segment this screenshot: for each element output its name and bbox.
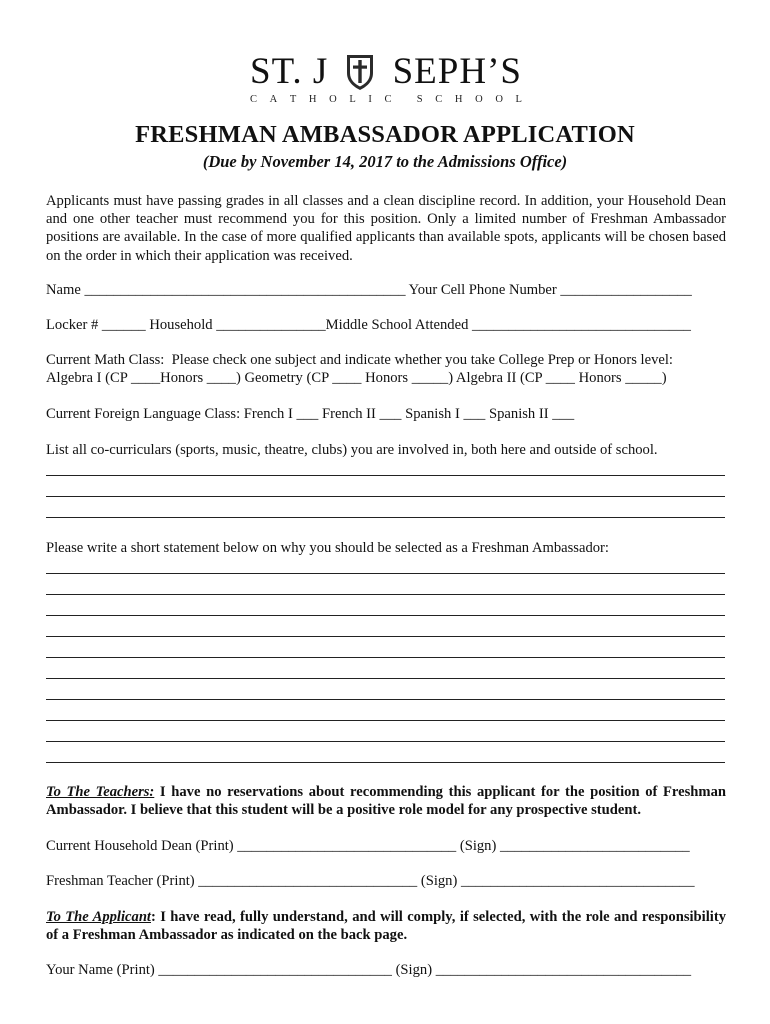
logo-letter: L xyxy=(515,94,522,105)
freshman-teacher-signature-field[interactable]: Freshman Teacher (Print) ______________________________ (Sign) ________________________________ xyxy=(46,873,695,889)
intro-paragraph: Applicants must have passing grades in all classes and a clean discipline record. In addition, your Household Dean and one other teacher must recommend you for this position. Only a limited number of Freshman Ambassador positions are available. In the case of more qualified applicants than available spots, applicants will be chosen based on the order in which their application was received. xyxy=(46,193,726,264)
statement-answer-line[interactable] xyxy=(46,762,725,763)
logo-letter: L xyxy=(349,94,356,105)
statement-answer-line[interactable] xyxy=(46,678,725,679)
logo-letter: I xyxy=(368,94,372,105)
teachers-statement: I have no reservations about recommending this applicant for the position of Freshman Ambassador. I believe that this student will be a positive role model for any prospective student. xyxy=(46,784,726,819)
logo-name-right: SEPH’S xyxy=(392,51,522,92)
name-phone-field[interactable]: Name ____________________________________________ Your Cell Phone Number __________________ xyxy=(46,282,692,298)
applicant-label: To The Applicant xyxy=(46,909,151,925)
statement-prompt: Please write a short statement below on why you should be selected as a Freshman Ambassador: xyxy=(46,540,609,556)
statement-answer-line[interactable] xyxy=(46,636,725,637)
locker-household-field[interactable]: Locker # ______ Household _______________Middle School Attended ______________________________ xyxy=(46,317,691,333)
logo-letter: C xyxy=(384,94,392,105)
statement-answer-line[interactable] xyxy=(46,741,725,742)
teachers-recommendation xyxy=(46,783,726,819)
cocurricular-prompt: List all co-curriculars (sports, music, theatre, clubs) you are involved in, both here and outside of school. xyxy=(46,442,658,458)
applicant-signature-field[interactable]: Your Name (Print) ________________________________ (Sign) ___________________________________ xyxy=(46,962,692,978)
household-dean-signature-field[interactable]: Current Household Dean (Print) ______________________________ (Sign) __________________________ xyxy=(46,838,690,854)
statement-answer-line[interactable] xyxy=(46,720,725,721)
cocurricular-answer-line[interactable] xyxy=(46,517,725,518)
logo-name-left: ST. J xyxy=(250,51,329,92)
applicant-statement: : I have read, fully understand, and will comply, if selected, with the role and responsibility of a Freshman Ambassador as indicated on the back page. xyxy=(46,909,726,944)
foreign-language-field[interactable]: Current Foreign Language Class: French I ___ French II ___ Spanish I ___ Spanish II ___ xyxy=(46,406,575,422)
statement-answer-line[interactable] xyxy=(46,657,725,658)
due-date-subtitle: (Due by November 14, 2017 to the Admissions Office) xyxy=(202,152,568,171)
logo-letter: A xyxy=(269,94,278,105)
statement-answer-line[interactable] xyxy=(46,573,725,574)
logo-letter: O xyxy=(495,94,503,105)
statement-answer-line[interactable] xyxy=(46,615,725,616)
logo-letter: H xyxy=(308,94,317,105)
math-class-prompt: Current Math Class: Please check one subject and indicate whether you take College Prep or Honors level: xyxy=(46,352,673,368)
teachers-label: To The Teachers: xyxy=(46,784,155,800)
page-title: FRESHMAN AMBASSADOR APPLICATION xyxy=(135,121,635,148)
crest-cross-icon xyxy=(344,53,376,91)
logo-letter: O xyxy=(329,94,337,105)
statement-answer-line[interactable] xyxy=(46,699,725,700)
logo-letter: C xyxy=(250,94,258,105)
logo-letter: T xyxy=(289,94,297,105)
logo-letter: S xyxy=(416,94,423,105)
cocurricular-answer-line[interactable] xyxy=(46,475,725,476)
logo-letter: C xyxy=(435,94,443,105)
math-class-options[interactable]: Algebra I (CP ____Honors ____) Geometry (CP ____ Honors _____) Algebra II (CP ____ Honors _____) xyxy=(46,370,667,386)
school-logo xyxy=(250,52,522,108)
statement-answer-line[interactable] xyxy=(46,594,725,595)
applicant-agreement xyxy=(46,908,726,944)
logo-letter: O xyxy=(475,94,483,105)
cocurricular-answer-line[interactable] xyxy=(46,496,725,497)
logo-subtitle xyxy=(250,94,522,105)
logo-letter: H xyxy=(454,94,463,105)
